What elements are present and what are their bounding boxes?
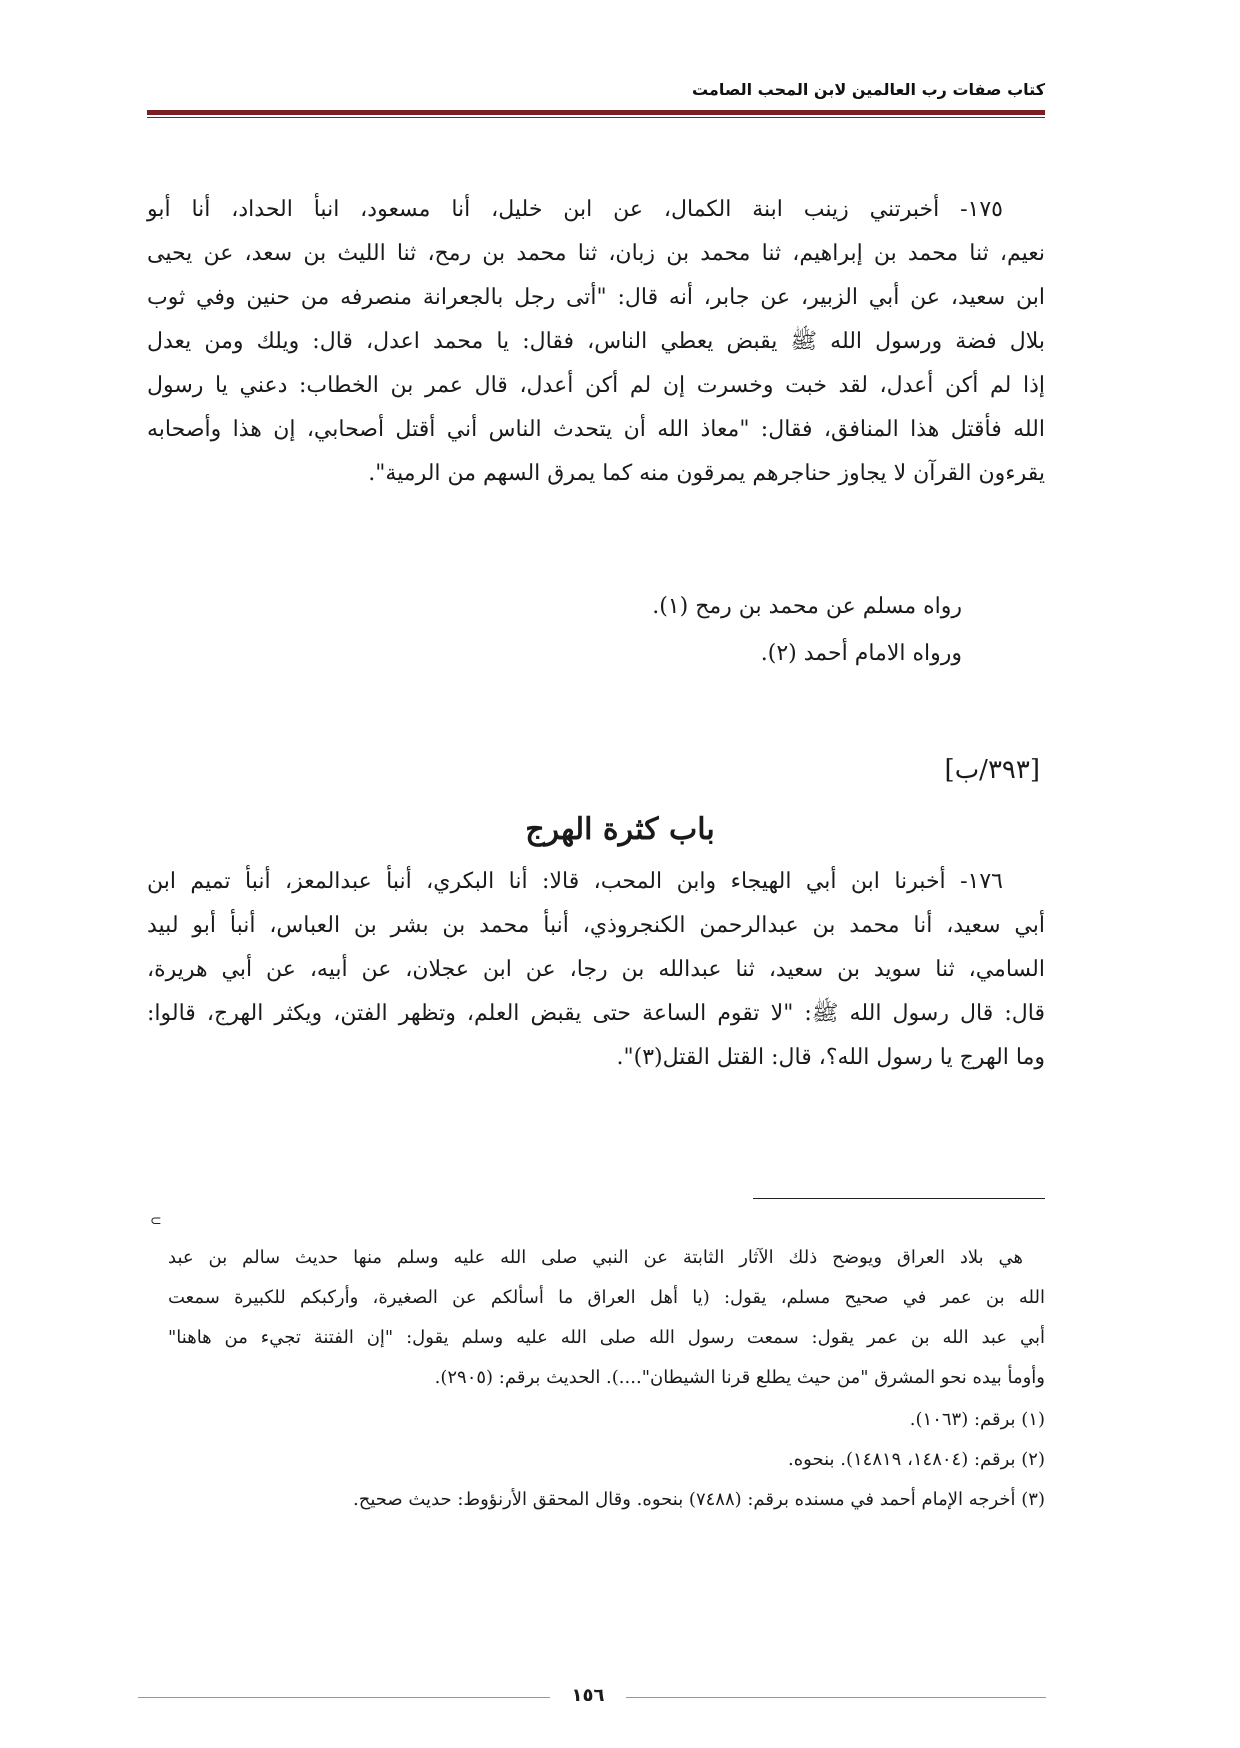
footnote-1: (١) برقم: (١٠٦٣). [909, 1409, 1045, 1430]
header-rule-thick [147, 110, 1045, 115]
hadith-175-line: ابن سعيد، عن أبي الزبير، عن جابر، أنه قال: "أتى رجل بالجعرانة منصرفه من حنين وفي ثوب [147, 285, 1045, 310]
hadith-175-line: الله فأقتل هذا المنافق، فقال: "معاذ الله أن يتحدث الناس أني أقتل أصحابي، إن هذا وأصحابه [147, 417, 1045, 442]
footnote-line: أبي عبد الله بن عمر يقول: سمعت رسول الله صلى الله عليه وسلم يقول: "إن الفتنة تجيء من هاهنا" [168, 1327, 1045, 1348]
section-heading: باب كثرة الهرج [525, 812, 715, 847]
footnote-list [353, 1400, 1045, 1520]
footnote-line: هي بلاد العراق ويوضح ذلك الآثار الثابتة عن النبي صلى الله عليه وسلم منها حديث سالم بن عبد [168, 1247, 1023, 1268]
footnote-3: (٣) أخرجه الإمام أحمد في مسنده برقم: (٧٤٨٨) بنحوه. وقال المحقق الأرنؤوط: حديث صحيح. [352, 1489, 1045, 1510]
footnote-separator [753, 1198, 1045, 1199]
narration-note-ahmad: ورواه الامام أحمد (٢). [760, 641, 962, 666]
hadith-175-line: إذا لم أكن أعدل، لقد خبت وخسرت إن لم أكن أعدل، قال عمر بن الخطاب: دعني يا رسول [147, 373, 1045, 398]
footnote-continuation-marker: ⊃ [150, 1213, 162, 1229]
hadith-175-paragraph [147, 188, 1045, 496]
footer-rule-left [138, 1697, 550, 1698]
hadith-176-line: أبي سعيد، أنا محمد بن عبدالرحمن الكنجروذي، أنبأ محمد بن بشر بن العباس، أنبأ أبو لبيد [147, 913, 1045, 938]
page-number: ١٥٦ [571, 1685, 605, 1706]
hadith-175-line: بلال فضة ورسول الله ﷺ يقبض يعطي الناس، فقال: يا محمد اعدل، قال: ويلك ومن يعدل [147, 329, 1045, 354]
hadith-176-line: ١٧٦- أخبرنا ابن أبي الهيجاء وابن المحب، قالا: أنا البكري، أنبأ عبدالمعز، أنبأ تميم ابن [147, 869, 1003, 894]
footnote-2: (٢) برقم: (١٤٨٠٤، ١٤٨١٩). بنحوه. [788, 1449, 1045, 1470]
hadith-176-paragraph [147, 860, 1045, 1080]
footnote-continuation [168, 1238, 1045, 1398]
running-header-title: كتاب صفات رب العالمين لابن المحب الصامت [691, 80, 1045, 99]
hadith-176-line: قال: قال رسول الله ﷺ: "لا تقوم الساعة حتى يقبض العلم، وتظهر الفتن، ويكثر الهرج، قالوا: [147, 1001, 1045, 1026]
hadith-175-line: ١٧٥- أخبرتني زينب ابنة الكمال، عن ابن خليل، أنا مسعود، انبأ الحداد، أنا أبو [147, 197, 1003, 222]
footnote-line: وأومأ بيده نحو المشرق "من حيث يطلع قرنا الشيطان"....). الحديث برقم: (٢٩٠٥). [434, 1367, 1045, 1388]
header-rule-thin [147, 117, 1045, 118]
hadith-176-line: وما الهرج يا رسول الله؟، قال: القتل القتل(٣)". [616, 1045, 1045, 1070]
hadith-175-line: يقرءون القرآن لا يجاوز حناجرهم يمرقون منه كما يمرق السهم من الرمية". [368, 461, 1045, 486]
manuscript-page-reference: [٣٩٣/ب] [944, 755, 1040, 785]
narration-note-muslim: رواه مسلم عن محمد بن رمح (١). [652, 594, 962, 619]
hadith-176-line: السامي، ثنا سويد بن سعيد، ثنا عبدالله بن رجا، عن ابن عجلان، عن أبيه، عن أبي هريرة، [147, 957, 1045, 982]
hadith-175-line: نعيم، ثنا محمد بن إبراهيم، ثنا محمد بن زبان، ثنا محمد بن رمح، ثنا الليث بن سعد، عن يحيى [147, 241, 1045, 266]
footnote-line: الله بن عمر في صحيح مسلم، يقول: (يا أهل العراق ما أسألكم عن الصغيرة، وأركبكم للكبيرة سمعت [168, 1287, 1045, 1308]
footer-rule-right [626, 1697, 1046, 1698]
